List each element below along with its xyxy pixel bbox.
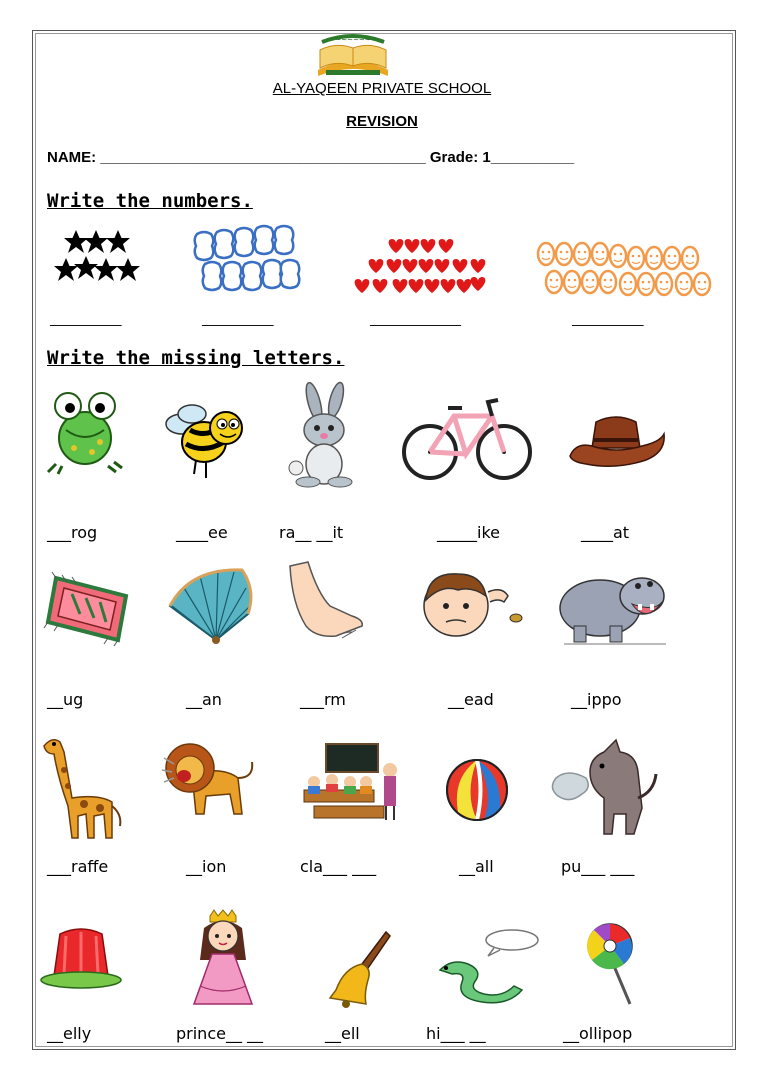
answer-blank-stars[interactable]: ___________ <box>50 312 122 327</box>
cloud-icon <box>190 228 300 296</box>
hippo-icon <box>554 564 670 648</box>
smiley-face-icon <box>536 240 716 298</box>
svg-text:~~~~~~: ~~~~~~ <box>335 36 371 44</box>
missing-letter-bike[interactable]: _____ike <box>437 523 500 542</box>
lollipop-icon <box>584 920 640 1006</box>
missing-letter-class[interactable]: cla___ ___ <box>300 857 377 876</box>
giraffe-icon <box>38 732 128 844</box>
fan-icon <box>160 566 258 648</box>
numbers-heading: Write the numbers. <box>47 190 253 212</box>
missing-letter-hippo[interactable]: __ippo <box>571 690 622 709</box>
missing-letter-bell[interactable]: __ell <box>325 1024 360 1043</box>
head-icon <box>418 566 528 640</box>
frog-icon <box>44 386 126 474</box>
answer-blank-clouds[interactable]: ___________ <box>202 312 274 327</box>
rabbit-icon <box>284 382 364 490</box>
bell-icon <box>324 928 396 1012</box>
missing-letter-bee[interactable]: ____ee <box>176 523 228 542</box>
missing-letter-ball[interactable]: __all <box>459 857 494 876</box>
wolf-puff-icon <box>550 738 658 838</box>
snake-hiss-icon <box>432 928 542 1008</box>
answer-blank-smileys[interactable]: ___________ <box>572 312 644 327</box>
lion-icon <box>162 738 258 820</box>
missing-letter-jelly[interactable]: __elly <box>47 1024 92 1043</box>
missing-letter-frog[interactable]: ___rog <box>47 523 98 542</box>
ball-icon <box>444 754 510 828</box>
grade-blank[interactable]: __________ <box>490 149 575 166</box>
name-blank[interactable]: _______________________________________ <box>96 149 430 166</box>
missing-letter-puff[interactable]: pu___ ___ <box>561 857 635 876</box>
bee-icon <box>160 394 252 486</box>
missing-letter-hat[interactable]: ____at <box>581 523 630 542</box>
class-icon <box>300 740 404 824</box>
bike-icon <box>402 396 532 486</box>
missing-letter-princess[interactable]: prince__ __ <box>176 1024 264 1043</box>
princess-icon <box>180 908 266 1008</box>
name-label: NAME: <box>47 149 97 166</box>
missing-letter-giraffe[interactable]: ___raffe <box>47 857 109 876</box>
missing-letter-lollipop[interactable]: __ollipop <box>563 1024 633 1043</box>
arm-icon <box>286 560 366 646</box>
rug-icon <box>42 570 134 646</box>
school-crest-book-icon <box>312 32 394 78</box>
missing-letter-hiss[interactable]: hi___ __ <box>426 1024 486 1043</box>
jelly-icon <box>38 924 124 990</box>
missing-letter-arm[interactable]: ___rm <box>300 690 346 709</box>
missing-letter-lion[interactable]: __ion <box>186 857 227 876</box>
missing-letter-head[interactable]: __ead <box>448 690 494 709</box>
star-icon <box>54 228 140 290</box>
missing-letter-fan[interactable]: __an <box>186 690 222 709</box>
school-name: AL-YAQEEN PRIVATE SCHOOL <box>272 80 492 97</box>
heart-icon <box>354 236 486 298</box>
missing-letter-rabbit[interactable]: ra__ __it <box>279 523 344 542</box>
letters-heading: Write the missing letters. <box>47 347 345 369</box>
hat-icon <box>566 408 668 472</box>
name-grade-line <box>47 149 574 166</box>
answer-blank-hearts[interactable]: ______________ <box>370 312 461 327</box>
grade-label: Grade: 1 <box>429 149 491 166</box>
missing-letter-rug[interactable]: __ug <box>47 690 84 709</box>
page-title: REVISION <box>346 113 418 130</box>
